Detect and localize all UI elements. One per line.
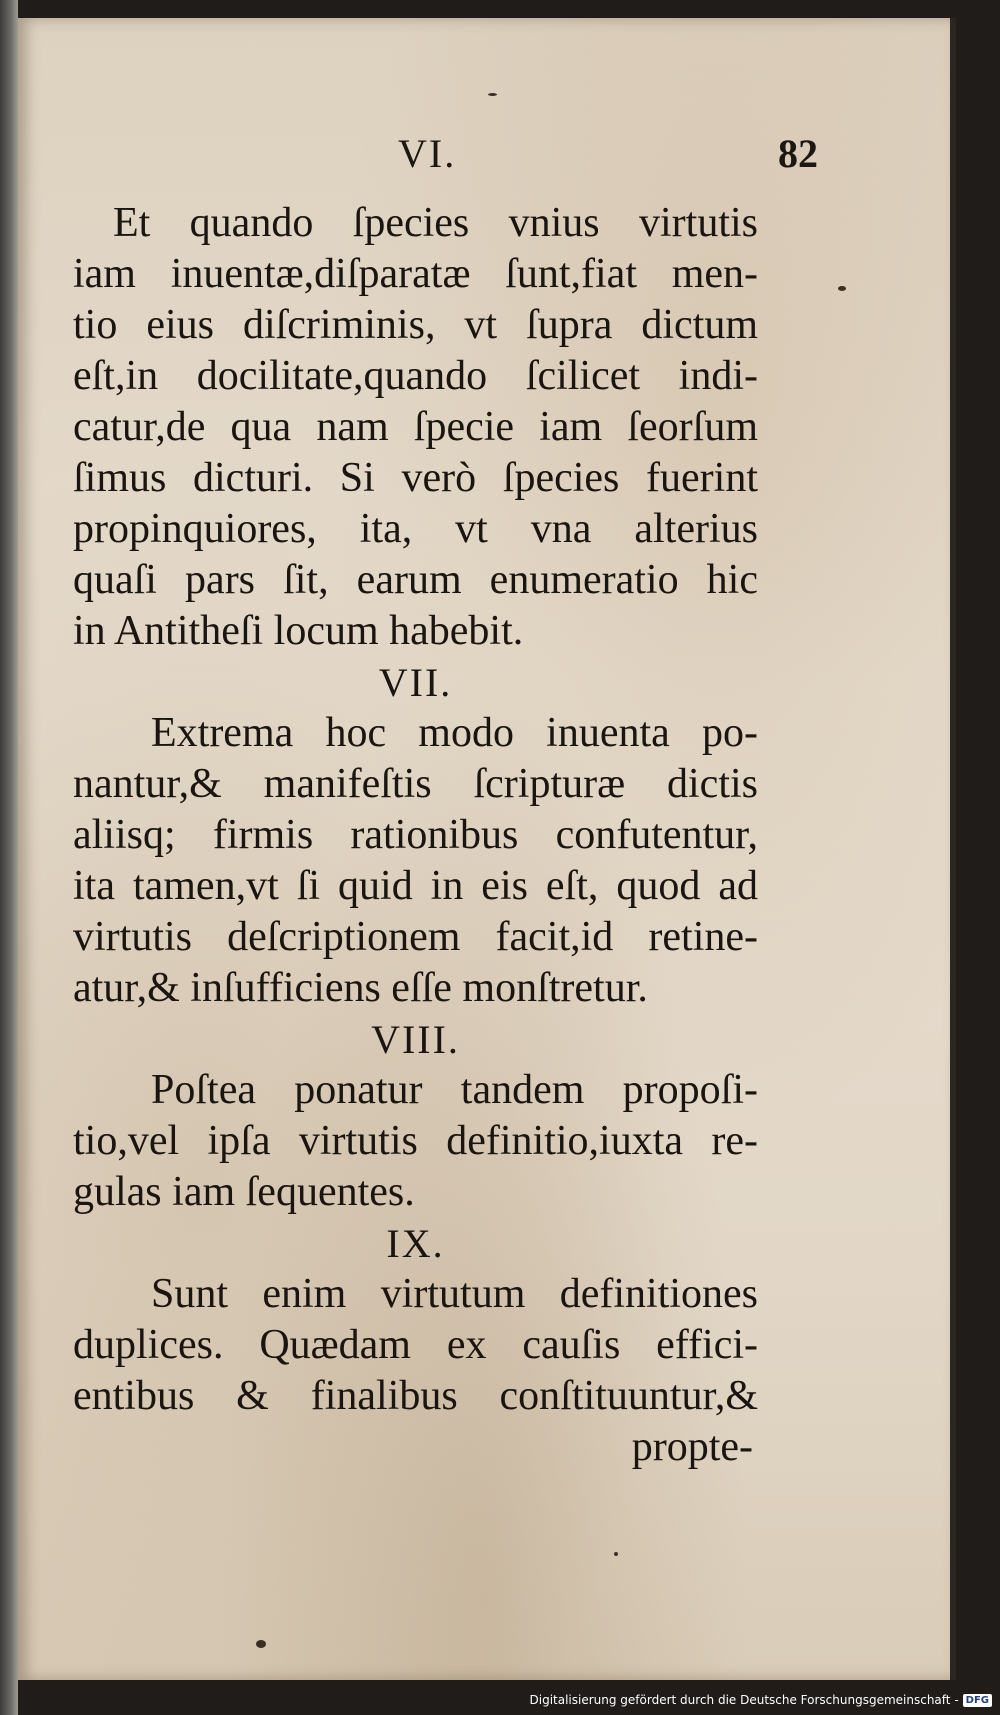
book-spine-edge: [0, 0, 18, 1715]
body-text: [73, 198, 758, 1473]
paper-speck: [614, 1552, 618, 1556]
text-line: Et quando ſpecies vnius virtutis: [113, 200, 758, 246]
digitization-credit: [530, 1689, 993, 1711]
text-line: tio eius diſcriminis, vt ſupra dictum: [73, 302, 758, 348]
text-line: atur,& inſufficiens eſſe monſtretur.: [73, 965, 648, 1011]
text-line: tio,vel ipſa virtutis definitio,iuxta re-: [73, 1118, 758, 1164]
section-numeral-heading: VI.: [398, 131, 457, 176]
text-line: ſimus dicturi. Si verò ſpecies fuerint: [73, 455, 758, 501]
text-line: nantur,& manifeſtis ſcripturæ dictis: [73, 761, 758, 807]
text-line: quaſi pars ſit, earum enumeratio hic: [73, 557, 758, 603]
paper-speck: [488, 93, 497, 96]
text-line: Extrema hoc modo inuenta po-: [151, 710, 758, 756]
text-line: in Antitheſi locum habebit.: [73, 608, 524, 654]
text-line: virtutis deſcriptionem facit,id retine-: [73, 914, 758, 960]
text-line: duplices. Quædam ex cauſis effici-: [73, 1322, 758, 1368]
text-line: Sunt enim virtutum definitiones: [151, 1271, 758, 1317]
text-line: gulas iam ſequentes.: [73, 1169, 415, 1215]
credit-text: Digitalisierung gefördert durch die Deutsche Forschungsgemeinschaft -: [529, 1693, 959, 1707]
section-numeral: VII.: [378, 660, 453, 705]
text-line: catur,de qua nam ſpecie iam ſeorſum: [73, 404, 758, 450]
text-line: eſt,in docilitate,quando ſcilicet indi-: [73, 353, 758, 399]
section-numeral: IX.: [386, 1221, 445, 1266]
catchword: propte-: [631, 1424, 753, 1470]
text-line: propinquiores, ita, vt vna alterius: [73, 506, 758, 552]
text-line: aliisq; firmis rationibus confutentur,: [73, 812, 758, 858]
text-line: iam inuentæ,diſparatæ ſunt,fiat men-: [73, 251, 758, 297]
text-line: entibus & finalibus conſtituuntur,&: [73, 1373, 758, 1419]
section-numeral: VIII.: [371, 1017, 460, 1062]
running-header: [18, 130, 950, 190]
text-line: Poſtea ponatur tandem propoſi-: [151, 1067, 758, 1113]
paper-speck: [256, 1640, 266, 1648]
paper-speck: [838, 286, 846, 291]
dfg-logo: DFG: [963, 1694, 992, 1707]
book-page: [18, 18, 956, 1680]
text-line: ita tamen,vt ſi quid in eis eſt, quod ad: [73, 863, 758, 909]
page-number: 82: [778, 131, 818, 176]
